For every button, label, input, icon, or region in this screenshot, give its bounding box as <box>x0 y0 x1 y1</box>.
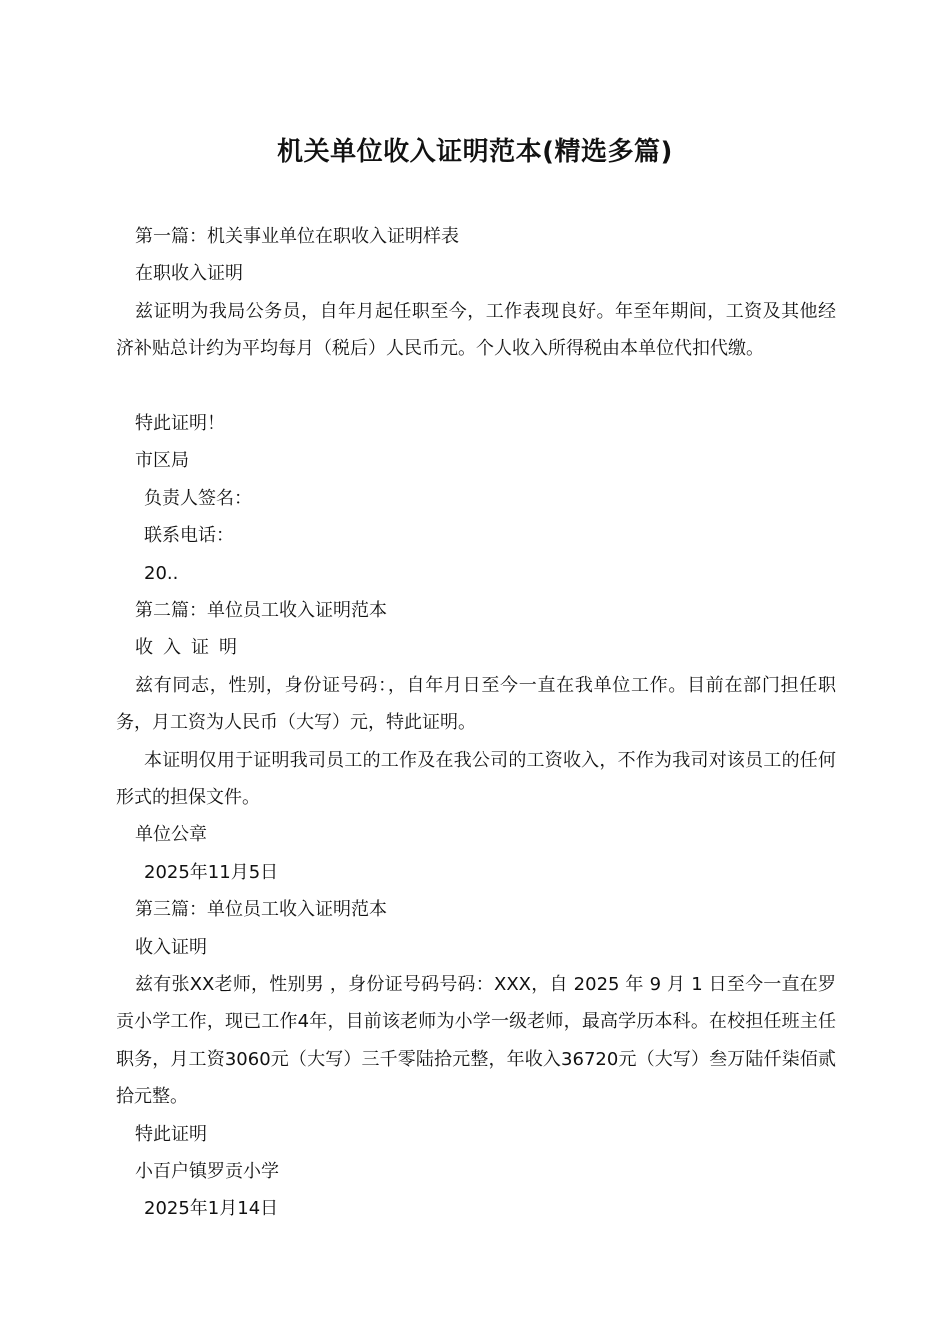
section2-body2: 本证明仅用于证明我司员工的工作及在我公司的工资收入，不作为我司对该员工的任何形式的担保文件。 <box>116 749 836 808</box>
section1-closing: 特此证明！ <box>135 412 225 434</box>
section1-body: 兹证明为我局公务员，自年月起任职至今，工作表现良好。年至年期间，工资及其他经济补贴总计约为平均每月（税后）人民币元。个人收入所得税由本单位代扣代缴。 <box>116 300 836 360</box>
section2-date: 2025年11月5日 <box>144 861 279 883</box>
document-body <box>116 218 836 1228</box>
section3-issuer: 小百户镇罗贡小学 <box>135 1160 279 1182</box>
section3-subtitle: 收入证明 <box>135 936 207 958</box>
document-title: 机关单位收入证明范本(精选多篇) <box>277 137 673 167</box>
section1-date: 20.. <box>144 562 179 584</box>
section1-issuer: 市区局 <box>135 450 189 472</box>
section1-signature: 负责人签名： <box>144 487 252 509</box>
section2-body1: 兹有同志，性别，身份证号码：，自年月日至今一直在我单位工作。目前在部门担任职务，月工资为人民币（大写）元，特此证明。 <box>116 674 836 734</box>
section1-subtitle: 在职收入证明 <box>135 263 243 285</box>
section2-seal: 单位公章 <box>135 824 207 846</box>
section3-body: 兹有张XX老师，性别男 ，身份证号码号码：XXX，自 2025 年 9 月 1 日至今一直在罗贡小学工作，现已工作4年，目前该老师为小学一级老师，最高学历本科。在校担任班主任职务，月工资3060元（大写）三千零陆拾元整，年收入36720元（大写）叁万陆仟柒佰贰拾元整。 <box>116 973 836 1108</box>
section1-phone: 联系电话： <box>144 525 234 547</box>
section2-heading: 第二篇：单位员工收入证明范本 <box>135 599 387 621</box>
section3-heading: 第三篇：单位员工收入证明范本 <box>135 899 387 921</box>
section3-closing: 特此证明 <box>135 1123 207 1145</box>
section3-date: 2025年1月14日 <box>144 1198 279 1220</box>
blank-line <box>116 368 836 405</box>
section2-subtitle: 收入证明 <box>135 637 247 659</box>
section1-heading: 第一篇：机关事业单位在职收入证明样表 <box>135 226 459 247</box>
